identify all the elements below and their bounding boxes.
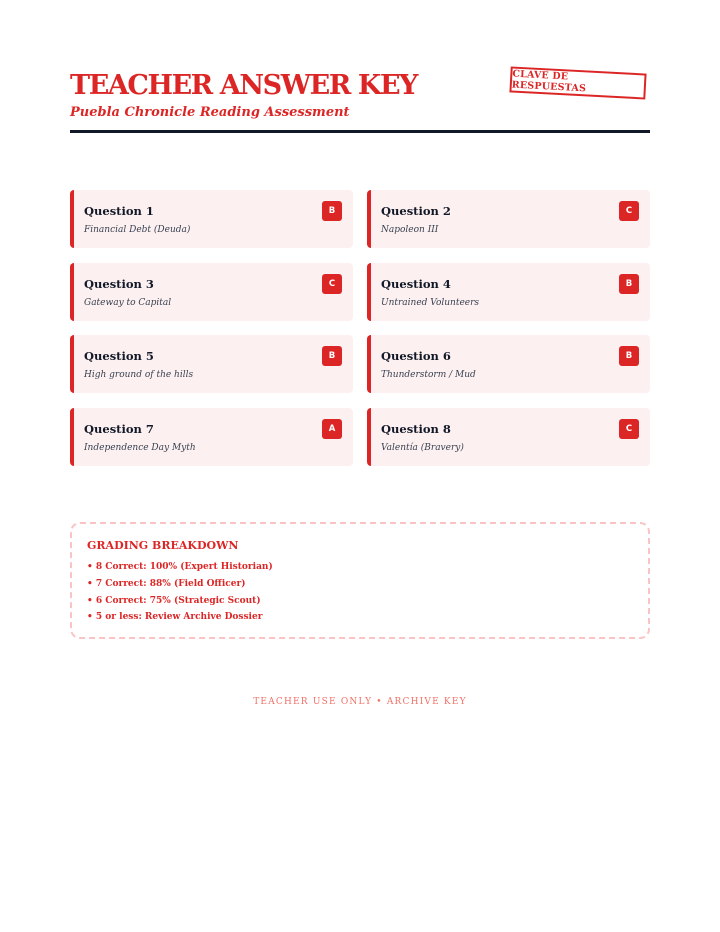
question-label: Question 7: [84, 422, 154, 436]
answer-badge: A: [322, 419, 342, 439]
answer-badge: C: [619, 419, 639, 439]
answer-card-4: [367, 263, 650, 321]
question-topic: Independence Day Myth: [84, 443, 196, 453]
question-topic: Napoleon III: [381, 225, 439, 235]
answer-badge: B: [322, 201, 342, 221]
grading-line: • 7 Correct: 88% (Field Officer): [87, 579, 246, 589]
answer-card-2: [367, 190, 650, 248]
question-label: Question 4: [381, 277, 451, 291]
page-subtitle: Puebla Chronicle Reading Assessment: [70, 105, 350, 120]
header-divider: [70, 130, 650, 133]
answer-badge: C: [322, 274, 342, 294]
question-topic: Thunderstorm / Mud: [381, 370, 476, 380]
question-label: Question 8: [381, 422, 451, 436]
question-label: Question 2: [381, 204, 451, 218]
answer-badge: B: [322, 346, 342, 366]
grading-line: • 5 or less: Review Archive Dossier: [87, 612, 263, 622]
answer-card-6: [367, 335, 650, 393]
question-label: Question 6: [381, 349, 451, 363]
question-topic: Valentía (Bravery): [381, 443, 464, 453]
answer-card-3: [70, 263, 353, 321]
question-topic: High ground of the hills: [84, 370, 194, 380]
answer-key-stamp: CLAVE DE RESPUESTAS: [509, 66, 646, 99]
question-label: Question 3: [84, 277, 154, 291]
grading-title: GRADING BREAKDOWN: [87, 539, 239, 552]
page-title: TEACHER ANSWER KEY: [70, 70, 418, 101]
answer-badge: C: [619, 201, 639, 221]
grading-line: • 8 Correct: 100% (Expert Historian): [87, 562, 273, 572]
answer-card-7: [70, 408, 353, 466]
footer-note: TEACHER USE ONLY • ARCHIVE KEY: [253, 697, 467, 707]
question-topic: Gateway to Capital: [84, 298, 172, 308]
question-label: Question 1: [84, 204, 154, 218]
question-label: Question 5: [84, 349, 154, 363]
answer-card-8: [367, 408, 650, 466]
answer-badge: B: [619, 346, 639, 366]
question-topic: Financial Debt (Deuda): [84, 225, 191, 235]
answer-card-1: [70, 190, 353, 248]
grading-breakdown: [70, 522, 650, 639]
grading-line: • 6 Correct: 75% (Strategic Scout): [87, 596, 261, 606]
answer-badge: B: [619, 274, 639, 294]
answer-card-5: [70, 335, 353, 393]
question-topic: Untrained Volunteers: [381, 298, 480, 308]
